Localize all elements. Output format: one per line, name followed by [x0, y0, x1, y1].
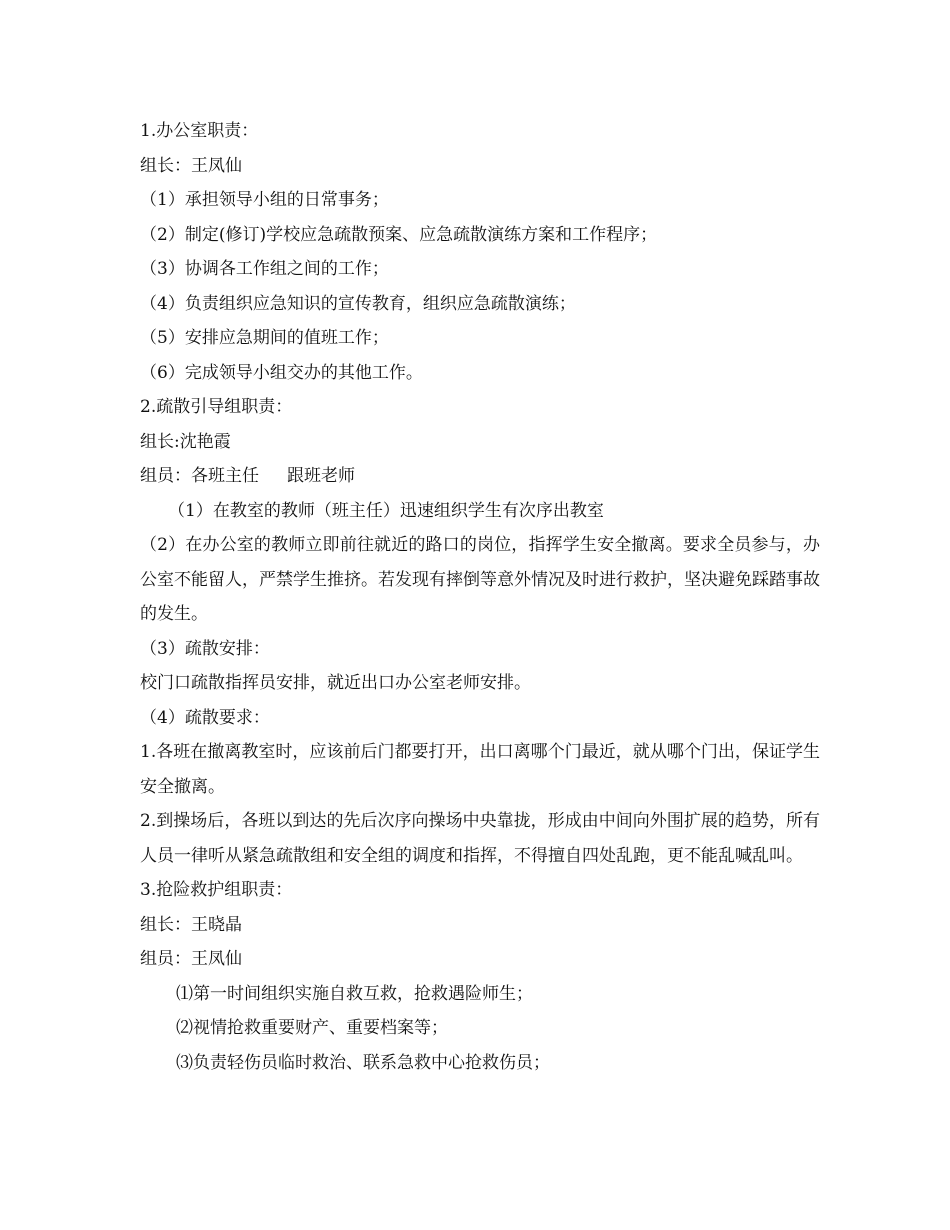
office-item: （4）负责组织应急知识的宣传教育，组织应急疏散演练；	[140, 293, 576, 314]
rescue-members: 组员：王凤仙	[140, 949, 242, 969]
section-heading-rescue: 3.抢险救护组职责：	[140, 880, 293, 900]
evacuation-item-3: （3）疏散安排：	[140, 638, 270, 659]
evacuation-members-label: 组员：各班主任	[140, 466, 259, 486]
evacuation-item-1: （1）在教室的教师（班主任）迅速组织学生有次序出教室	[168, 500, 604, 521]
evacuation-requirement-2: 2.到操场后，各班以到达的先后次序向操场中央靠拢，形成由中间向外围扩展的趋势，所有人员一律听从紧急疏散组和安全组的调度和指挥，不得擅自四处乱跑，更不能乱喊乱叫。	[140, 811, 820, 866]
document-body	[140, 114, 820, 1080]
evacuation-requirement-1: 1.各班在撤离教室时，应该前后门都要打开，出口离哪个门最近，就从哪个门出，保证学生安全撤离。	[140, 742, 820, 797]
office-item: （1）承担领导小组的日常事务；	[140, 190, 389, 210]
section-heading-office: 1.办公室职责：	[140, 121, 259, 141]
office-leader: 组长：王凤仙	[140, 155, 242, 176]
section-heading-evacuation: 2.疏散引导组职责：	[140, 397, 293, 417]
rescue-item: ⑶负责轻伤员临时救治、联系急救中心抢救伤员；	[176, 1052, 550, 1073]
rescue-leader: 组长：王晓晶	[140, 914, 242, 935]
evacuation-item-3-text: 校门口疏散指挥员安排，就近出口办公室老师安排。	[140, 673, 531, 693]
evacuation-members-extra: 跟班老师	[287, 466, 355, 486]
office-item: （2）制定(修订)学校应急疏散预案、应急疏散演练方案和工作程序；	[140, 224, 658, 245]
evacuation-members	[140, 459, 820, 494]
rescue-item: ⑵视情抢救重要财产、重要档案等；	[176, 1018, 448, 1038]
office-item: （3）协调各工作组之间的工作；	[140, 259, 389, 279]
office-item: （5）安排应急期间的值班工作；	[140, 328, 389, 348]
evacuation-item-4: （4）疏散要求：	[140, 707, 270, 728]
evacuation-leader: 组长:沈艳霞	[140, 431, 231, 452]
rescue-item: ⑴第一时间组织实施自救互救，抢救遇险师生；	[176, 983, 533, 1004]
evacuation-item-2: （2）在办公室的教师立即前往就近的路口的岗位，指挥学生安全撤离。要求全员参与，办公室不能留人，严禁学生推挤。若发现有摔倒等意外情况及时进行救护，坚决避免踩踏事故的发生。	[140, 535, 820, 624]
office-item: （6）完成领导小组交办的其他工作。	[140, 362, 423, 383]
